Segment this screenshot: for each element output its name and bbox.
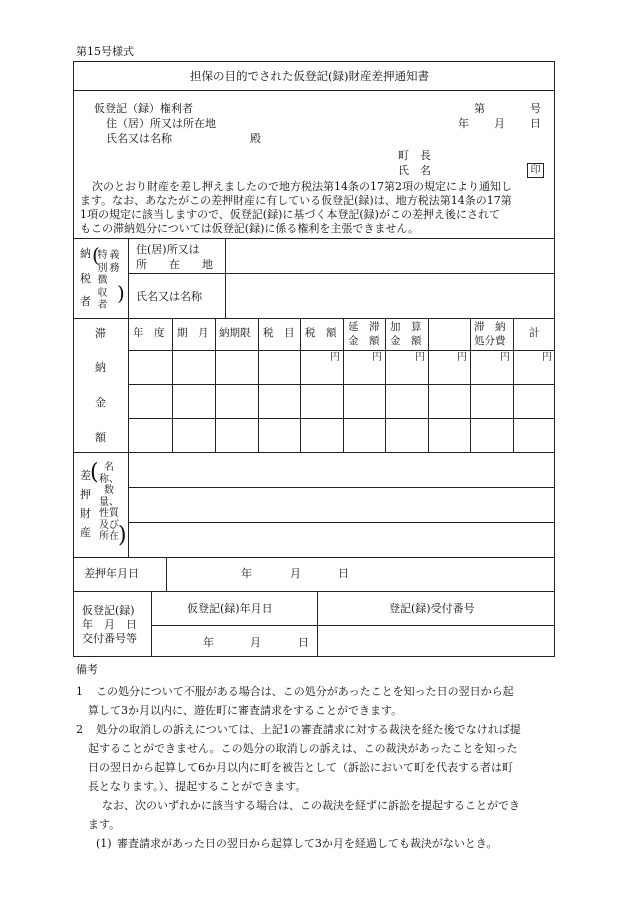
col-header-add-1: 加 算 <box>390 321 422 333</box>
yen-unit: 円 <box>542 352 552 363</box>
taxpayer-paren-a: 義務 <box>109 250 120 274</box>
arrears-side-3: 金 <box>95 396 106 409</box>
taxpayer-paren-close: ) <box>117 281 125 305</box>
taxpayer-address-label-1: 住(居)所又は <box>136 243 200 256</box>
doc-no-suffix: 号 <box>530 102 541 115</box>
note-1-line-2: 算して3か月以内に、遊佐町に審査請求をすることができます。 <box>88 704 403 717</box>
seizure-date-divider <box>73 591 555 592</box>
town-label: 町 <box>398 149 409 162</box>
taxpayer-divider <box>73 318 555 319</box>
arrears-row-line <box>128 418 555 419</box>
arrears-col-line <box>215 318 216 452</box>
form-title: 担保の目的でされた仮登記(録)財産差押通知書 <box>190 69 429 83</box>
provisional-col-line-1 <box>151 591 152 657</box>
form-frame <box>73 61 555 657</box>
seized-divider <box>73 557 555 558</box>
seizure-date-col-line <box>166 557 167 591</box>
note-2-line-4: 長となります。）、提起することができます。 <box>88 780 307 793</box>
yen-unit: 円 <box>500 352 510 363</box>
note-1-mark: 1 <box>76 685 83 698</box>
seized-row-line <box>128 522 555 523</box>
arrears-divider <box>73 452 555 453</box>
note-2-line-6: ます。 <box>88 818 121 831</box>
note-2-line-2: 起することができません。この処分の取消しの訴えは、この裁決があったことを知った <box>88 742 518 755</box>
taxpayer-address-label-2: 所 在 地 <box>136 258 213 271</box>
address-label: 住（居）所又は所在地 <box>106 117 216 130</box>
arrears-row-line <box>128 384 555 385</box>
form-number: 第15号様式 <box>76 45 134 58</box>
col-header-total: 計 <box>529 327 540 339</box>
holder-label: 仮登記（録）権利者 <box>94 102 193 115</box>
taxpayer-char-3: 者 <box>80 295 91 308</box>
sign-name-2: 名 <box>420 164 431 177</box>
arrears-row-line <box>128 350 555 351</box>
seized-side-4: 産 <box>80 526 91 539</box>
provisional-date-day: 日 <box>298 636 309 649</box>
seized-side-line <box>128 452 129 557</box>
arrears-col-line <box>385 318 386 452</box>
provisional-label-1: 仮登記(録) <box>82 604 135 617</box>
honorific: 殿 <box>250 132 261 145</box>
seal-mark: 印 <box>527 163 544 178</box>
yen-unit: 円 <box>415 352 425 363</box>
taxpayer-row-line <box>128 273 555 274</box>
taxpayer-col-line-1 <box>128 238 129 318</box>
arrears-side-line <box>128 318 129 452</box>
col-header-delay-2: 金 額 <box>348 335 380 347</box>
taxpayer-char-1: 納 <box>80 247 91 260</box>
sign-name-1: 氏 <box>398 164 409 177</box>
seized-side-3: 財 <box>80 507 91 520</box>
arrears-col-line <box>258 318 259 452</box>
note-2-sub-1-mark: (1) <box>96 837 112 850</box>
arrears-col-line <box>470 318 471 452</box>
seized-paren-open: ( <box>90 460 99 485</box>
taxpayer-paren-open: ( <box>92 243 100 267</box>
yen-unit: 円 <box>372 352 382 363</box>
doc-no-prefix: 第 <box>474 102 485 115</box>
note-2-mark: 2 <box>76 723 83 736</box>
arrears-side-2: 納 <box>95 361 106 374</box>
provisional-date-header: 仮登記(録)年月日 <box>187 602 273 615</box>
arrears-col-line <box>343 318 344 452</box>
seizure-date-year: 年 <box>241 567 252 580</box>
note-1-line-1: この処分について不服がある場合は、この処分があったことを知った日の翌日から起 <box>96 685 514 698</box>
note-2-sub-1-text: 審査請求があった日の翌日から起算して3か月を経過しても裁決がないとき。 <box>117 837 498 850</box>
date-month: 月 <box>494 117 505 130</box>
provisional-receipt-header: 登記(録)受付番号 <box>389 602 475 615</box>
taxpayer-paren-b: 特別徴収者 <box>97 250 108 311</box>
col-header-fee-2: 処分費 <box>474 335 506 347</box>
yen-unit: 円 <box>330 352 340 363</box>
seized-paren-close: ) <box>118 523 127 548</box>
provisional-date-month: 月 <box>250 636 261 649</box>
col-header-delay-1: 延 滞 <box>348 321 380 333</box>
body-line-3: 1項の規定に該当しますので、仮登記(録)に基づく本登記(録)がこの差押え後にされて <box>80 208 500 221</box>
col-header-fee-1: 滞 納 <box>474 321 506 333</box>
note-2-line-5: なお、次のいずれかに該当する場合は、この裁決を経ずに訴訟を提起することができ <box>102 799 520 812</box>
provisional-row-line <box>151 625 555 626</box>
seizure-date-month: 月 <box>290 567 301 580</box>
body-line-4: もこの滞納処分については仮登記(録)に係る権利を主張できません。 <box>80 222 420 235</box>
yen-unit: 円 <box>457 352 467 363</box>
body-line-1: 次のとおり財産を差し押えましたので地方税法第14条の17第2項の規定により通知し <box>92 180 512 193</box>
taxpayer-col-line-2 <box>225 238 226 318</box>
provisional-label-2: 年 月 日 <box>82 618 137 631</box>
note-2-line-1: 処分の取消しの訴えについては、上記1の審査請求に対する裁決を経た後でなければ提 <box>96 723 521 736</box>
title-divider <box>73 90 555 91</box>
seized-row-line <box>128 487 555 488</box>
arrears-col-line <box>300 318 301 452</box>
col-header-item: 税 目 <box>263 327 295 339</box>
seizure-date-day: 日 <box>338 567 349 580</box>
name-label: 氏名又は名称 <box>106 132 172 145</box>
arrears-col-line <box>428 318 429 452</box>
col-header-add-2: 金 額 <box>390 335 422 347</box>
arrears-col-line <box>513 318 514 452</box>
arrears-side-1: 滞 <box>95 327 106 340</box>
provisional-col-line-2 <box>317 591 318 657</box>
provisional-date-year: 年 <box>203 636 214 649</box>
date-day: 日 <box>530 117 541 130</box>
seized-side-1: 差 <box>80 469 91 482</box>
body-divider <box>73 238 555 239</box>
col-header-tax-amount: 税 額 <box>305 327 337 339</box>
seizure-date-label: 差押年月日 <box>84 567 139 580</box>
notes-heading: 備考 <box>76 663 98 676</box>
arrears-col-line <box>172 318 173 452</box>
col-header-year: 年 度 <box>133 327 165 339</box>
provisional-label-3: 交付番号等 <box>82 632 137 645</box>
col-header-due: 納期限 <box>219 327 251 339</box>
body-line-2: ます。なお、あなたがこの差押財産に有している仮登記(録)は、地方税法第14条の17第 <box>80 194 512 207</box>
col-header-period: 期 月 <box>177 327 209 339</box>
taxpayer-name-label: 氏名又は名称 <box>136 290 202 303</box>
taxpayer-char-2: 税 <box>80 272 91 285</box>
seized-paren-text: 名称、数量、性質及び所在 <box>99 462 119 542</box>
mayor-label: 長 <box>420 149 431 162</box>
arrears-side-4: 額 <box>95 431 106 444</box>
seized-side-2: 押 <box>80 488 91 501</box>
note-2-line-3: 日の翌日から起算して6か月以内に町を被告として（訴訟において町を代表する者は町 <box>88 761 513 774</box>
date-year: 年 <box>458 117 469 130</box>
